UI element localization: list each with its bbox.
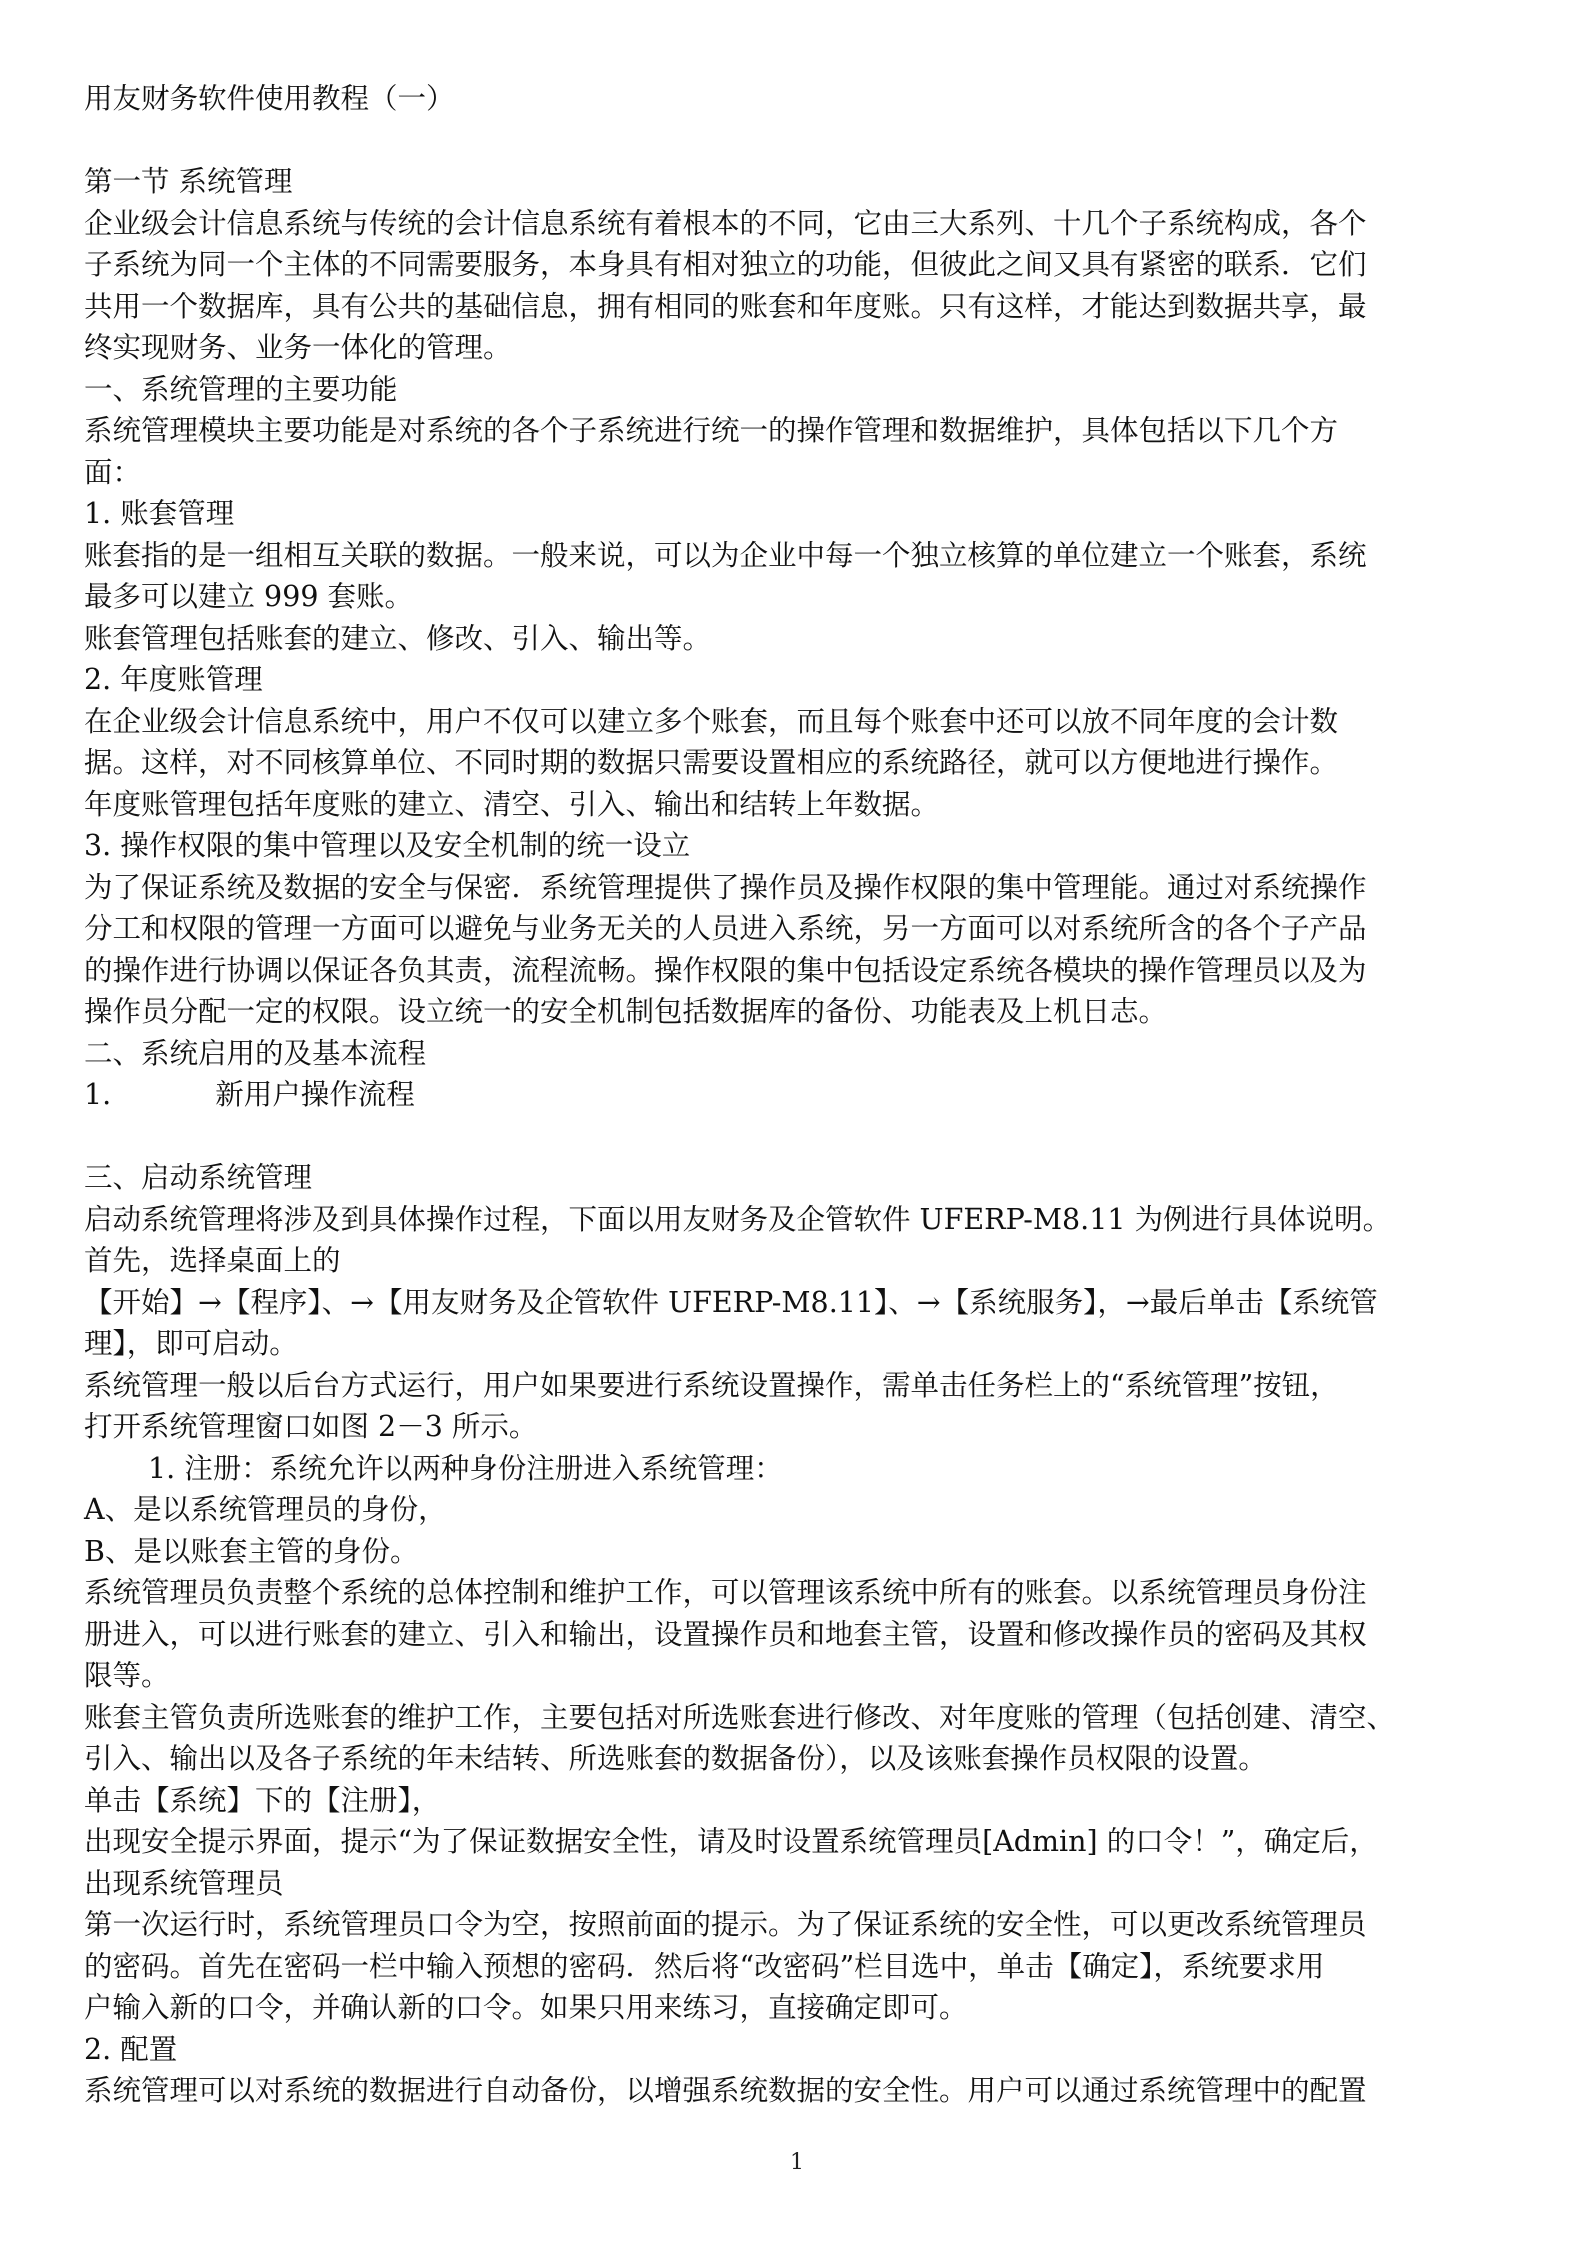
blank-line xyxy=(84,1116,1524,1158)
text-line: 限等。 xyxy=(84,1659,170,1692)
section-heading: 第一节 系统管理 xyxy=(84,165,293,198)
text-line: 企业级会计信息系统与传统的会计信息系统有着根本的不同，它由三大系列、十几个子系统构成，各个 xyxy=(84,206,1367,240)
text-line: 据。这样，对不同核算单位、不同时期的数据只需要设置相应的系统路径，就可以方便地进行操作。 xyxy=(84,746,1339,779)
item-heading: 2. 年度账管理 xyxy=(84,663,263,696)
item3-paragraph xyxy=(84,867,1524,1033)
item-heading: 3. 操作权限的集中管理以及安全机制的统一设立 xyxy=(84,829,691,862)
text-line: 子系统为同一个主体的不同需要服务，本身具有相对独立的功能，但彼此之间又具有紧密的联系．它们 xyxy=(84,248,1367,281)
part-heading: 三、启动系统管理 xyxy=(84,1161,313,1194)
text-line: A、是以系统管理员的身份， xyxy=(84,1493,447,1526)
text-line: 启动系统管理将涉及到具体操作过程，下面以用友财务及企管软件 UFERP-M8.11 为例进行具体说明。 xyxy=(84,1202,1392,1236)
part1-paragraph xyxy=(84,410,1524,493)
text-line: 的操作进行协调以保证各负其责，流程流畅。操作权限的集中包括设定系统各模块的操作管理员以及为 xyxy=(84,953,1367,987)
text-line: 操作员分配一定的权限。设立统一的安全机制包括数据库的备份、功能表及上机日志。 xyxy=(84,995,1168,1028)
text-line: 打开系统管理窗口如图 2－3 所示。 xyxy=(84,1410,538,1443)
item-number: 1. xyxy=(84,1078,112,1111)
part-heading: 二、系统启用的及基本流程 xyxy=(84,1036,427,1070)
text-line: 引入、输出以及各子系统的年未结转、所选账套的数据备份），以及该账套操作员权限的设置。 xyxy=(84,1742,1267,1775)
text-line: 年度账管理包括年度账的建立、清空、引入、输出和结转上年数据。 xyxy=(84,787,940,821)
text-line: B、是以账套主管的身份。 xyxy=(84,1534,419,1568)
register-paragraph xyxy=(84,1489,1524,2029)
document-title: 用友财务软件使用教程（一） xyxy=(84,82,455,115)
intro-paragraph xyxy=(84,203,1524,369)
text-line: 分工和权限的管理一方面可以避免与业务无关的人员进入系统，另一方面可以对系统所含的各个子产品 xyxy=(84,912,1367,945)
text-line: 户输入新的口令，并确认新的口令。如果只用来练习，直接确定即可。 xyxy=(84,1991,968,2024)
text-line: 系统管理员负责整个系统的总体控制和维护工作，可以管理该系统中所有的账套。以系统管理员身份注 xyxy=(84,1576,1367,1609)
text-line: 系统管理可以对系统的数据进行自动备份，以增强系统数据的安全性。用户可以通过系统管理中的配置 xyxy=(84,2074,1367,2107)
text-line: 系统管理模块主要功能是对系统的各个子系统进行统一的操作管理和数据维护，具体包括以下几个方 xyxy=(84,414,1339,447)
text-line: 出现安全提示界面，提示“为了保证数据安全性，请及时设置系统管理员[Admin] 的口令！”，确定后， xyxy=(84,1825,1378,1858)
text-line: 在企业级会计信息系统中，用户不仅可以建立多个账套，而且每个账套中还可以放不同年度的会计数 xyxy=(84,704,1339,738)
blank-line xyxy=(84,120,1524,162)
text-line: 账套主管负责所选账套的维护工作，主要包括对所选账套进行修改、对年度账的管理（包括创建、清空、 xyxy=(84,1700,1396,1734)
text-line: 账套管理包括账套的建立、修改、引入、输出等。 xyxy=(84,621,712,655)
document-page xyxy=(84,78,1524,2112)
text-line: 首先，选择桌面上的 xyxy=(84,1244,341,1277)
text-line: 最多可以建立 999 套账。 xyxy=(84,580,414,613)
text-line: 系统管理一般以后台方式运行，用户如果要进行系统设置操作，需单击任务栏上的“系统管理”按钮， xyxy=(84,1368,1339,1402)
item-heading: 2. 配置 xyxy=(84,2032,178,2066)
text-line: 理】，即可启动。 xyxy=(84,1327,298,1360)
text-line: 面： xyxy=(84,455,142,489)
item-heading: 1. 账套管理 xyxy=(84,497,235,530)
text-line: 终实现财务、业务一体化的管理。 xyxy=(84,331,512,364)
item-text: 新用户操作流程 xyxy=(215,1078,415,1111)
text-line: 册进入，可以进行账套的建立、引入和输出，设置操作员和地套主管，设置和修改操作员的密码及其权 xyxy=(84,1617,1367,1651)
text-line: 【开始】→【程序】、→【用友财务及企管软件 UFERP-M8.11】、→【系统服务】，→最后单击【系统管 xyxy=(84,1285,1378,1319)
text-line: 出现系统管理员 xyxy=(84,1866,284,1900)
part-heading: 一、系统管理的主要功能 xyxy=(84,372,398,406)
text-line: 的密码。首先在密码一栏中输入预想的密码．然后将“改密码”栏目选中，单击【确定】，系统要求用 xyxy=(84,1949,1325,1983)
text-line: 第一次运行时，系统管理员口令为空，按照前面的提示。为了保证系统的安全性，可以更改系统管理员 xyxy=(84,1908,1367,1941)
text-line: 账套指的是一组相互关联的数据。一般来说，可以为企业中每一个独立核算的单位建立一个账套，系统 xyxy=(84,538,1367,572)
item2-paragraph xyxy=(84,701,1524,826)
text-line: 单击【系统】下的【注册】， xyxy=(84,1783,441,1817)
text-line: 为了保证系统及数据的安全与保密．系统管理提供了操作员及操作权限的集中管理能。通过对系统操作 xyxy=(84,870,1367,904)
page-number: 1 xyxy=(790,2150,804,2175)
text-line: 共用一个数据库，具有公共的基础信息，拥有相同的账套和年度账。只有这样，才能达到数据共享，最 xyxy=(84,289,1367,323)
part2-item xyxy=(84,1074,1524,1116)
part3-paragraph xyxy=(84,1199,1524,1448)
item1-paragraph xyxy=(84,535,1524,660)
config-paragraph xyxy=(84,2070,1524,2112)
register-heading: 1. 注册：系统允许以两种身份注册进入系统管理： xyxy=(148,1451,783,1485)
